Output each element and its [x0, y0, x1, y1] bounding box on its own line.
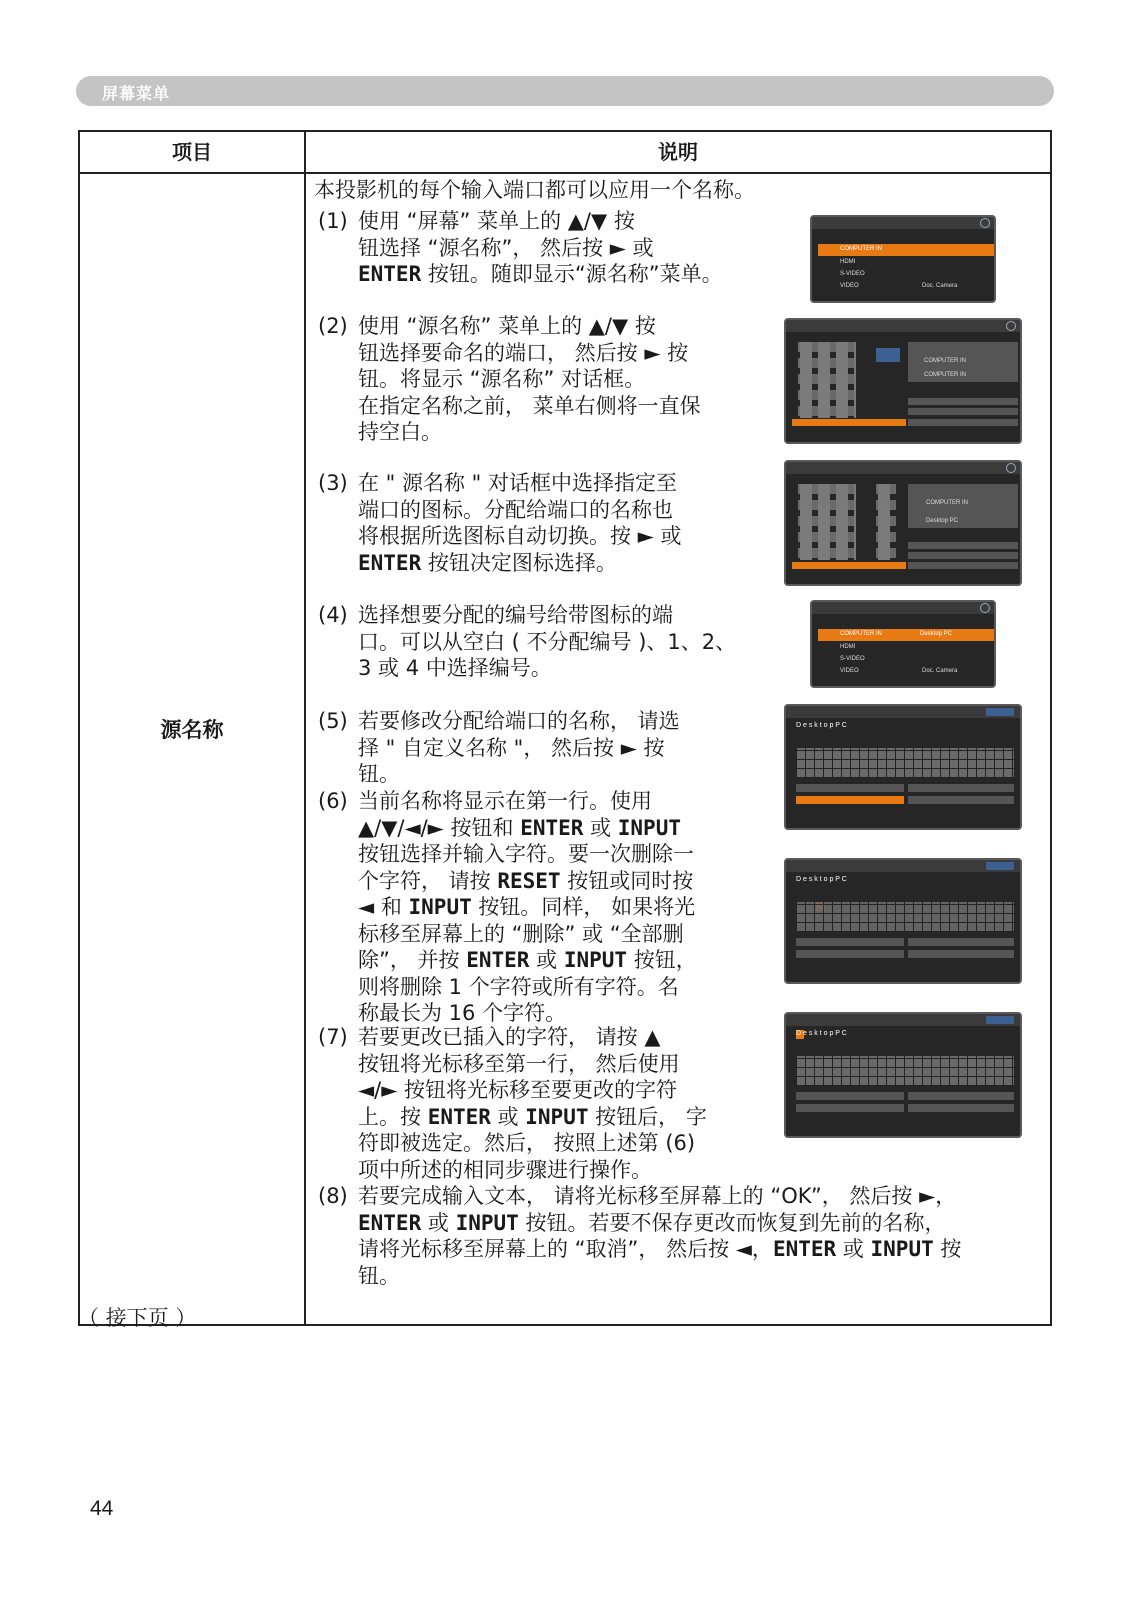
step-line: 钮。将显示 “源名称” 对话框。 [358, 367, 646, 391]
step-line: 择 " 自定义名称 "， 然后按 ► 按 [358, 735, 665, 760]
osd-screenshot-keyboard-1: D e s k t o p P C [784, 704, 1022, 830]
page-number: 44 [90, 1497, 114, 1520]
step-line: 持空白。 [358, 420, 442, 444]
step-line: 钮。 [358, 762, 400, 786]
step-line: 钮选择 “源名称”， 然后按 ► 或 [358, 235, 654, 260]
step-line: 称最长为 16 个字符。 [358, 1001, 567, 1025]
step-line: 使用 “屏幕” 菜单上的 ▲/▼ 按 [358, 209, 635, 233]
step-line: 请将光标移至屏幕上的 “取消”， 然后按 ◄，ENTER 或 INPUT 按 [358, 1237, 962, 1261]
step-line: 在指定名称之前， 菜单右侧将一直保 [358, 393, 701, 418]
step-line: 3 或 4 中选择编号。 [358, 656, 552, 680]
step-number: (7) [318, 1025, 348, 1049]
step-line: ▲/▼/◄/► 按钮和 ENTER 或 INPUT [358, 815, 681, 840]
step-line: ENTER 按钮。随即显示“源名称”菜单。 [358, 262, 723, 286]
step-number: (2) [318, 314, 348, 338]
step-number: (8) [318, 1184, 348, 1208]
step-line: 钮选择要命名的端口， 然后按 ► 按 [358, 340, 689, 365]
osd-screenshot-icon-select: COMPUTER IN Desktop PC [784, 460, 1022, 586]
intro-text: 本投影机的每个输入端口都可以应用一个名称。 [314, 178, 755, 202]
column-header-description: 说明 [658, 140, 698, 164]
step-line: 使用 “源名称” 菜单上的 ▲/▼ 按 [358, 314, 656, 338]
step-line: 若要更改已插入的字符， 请按 ▲ [358, 1025, 661, 1049]
step-number: (6) [318, 789, 348, 813]
header-title: 屏幕菜单 [102, 84, 171, 103]
step-line: 除”， 并按 ENTER 或 INPUT 按钮， [358, 948, 697, 972]
step-line: 若要修改分配给端口的名称， 请选 [358, 709, 680, 733]
step-line: 按钮选择并输入字符。要一次删除一 [358, 842, 694, 866]
step-line: 将根据所选图标自动切换。按 ► 或 [358, 524, 682, 548]
step-line: 则将删除 1 个字符或所有字符。名 [358, 974, 679, 999]
step-line: ◄ 和 INPUT 按钮。同样， 如果将光 [358, 895, 696, 919]
continued-note: （ 接下页 ） [78, 1306, 197, 1330]
step-line: ENTER 或 INPUT 按钮。若要不保存更改而恢复到先前的名称， [358, 1210, 946, 1235]
step-line: 符即被选定。然后， 按照上述第 (6) [358, 1131, 696, 1155]
osd-screenshot-keyboard-3: D e s k t o p P C [784, 1012, 1022, 1138]
step-line: 按钮将光标移至第一行， 然后使用 [358, 1051, 680, 1076]
column-header-item: 项目 [172, 140, 212, 164]
header-bar [76, 76, 1054, 106]
step-line: 标移至屏幕上的 “删除” 或 “全部删 [358, 921, 684, 946]
step-number: (4) [318, 603, 348, 627]
step-line: 若要完成输入文本， 请将光标移至屏幕上的 “OK”， 然后按 ►， [358, 1184, 957, 1208]
step-line: 在 " 源名称 " 对话框中选择指定至 [358, 471, 678, 495]
step-line: 口。可以从空白 ( 不分配编号 )、1、2、 [358, 629, 737, 654]
step-line: 当前名称将显示在第一行。使用 [358, 789, 652, 813]
column-divider [304, 132, 306, 1324]
step-line: 项中所述的相同步骤进行操作。 [358, 1157, 652, 1182]
step-line: 端口的图标。分配给端口的名称也 [358, 497, 673, 522]
step-number: (5) [318, 709, 348, 733]
osd-screenshot-keyboard-2: D e s k t o p P C [784, 858, 1022, 984]
step-number: (3) [318, 471, 348, 495]
osd-screenshot-name-dialog: COMPUTER IN COMPUTER IN [784, 318, 1022, 444]
osd-screenshot-source-menu: COMPUTER IN HDMI S-VIDEO VIDEO Doc. Camera [810, 215, 996, 303]
step-line: 上。按 ENTER 或 INPUT 按钮后， 字 [358, 1104, 707, 1129]
step-line: 钮。 [358, 1263, 400, 1288]
step-line: ◄/► 按钮将光标移至要更改的字符 [358, 1078, 678, 1102]
step-line: ENTER 按钮决定图标选择。 [358, 550, 617, 575]
step-line: 个字符， 请按 RESET 按钮或同时按 [358, 868, 694, 893]
osd-screenshot-name-assigned: COMPUTER IN Desktop PC HDMI S-VIDEO VIDEO Doc. Camera [810, 600, 996, 688]
step-line: 选择想要分配的编号给带图标的端 [358, 603, 673, 627]
row-label: 源名称 [160, 718, 224, 742]
step-number: (1) [318, 209, 348, 233]
